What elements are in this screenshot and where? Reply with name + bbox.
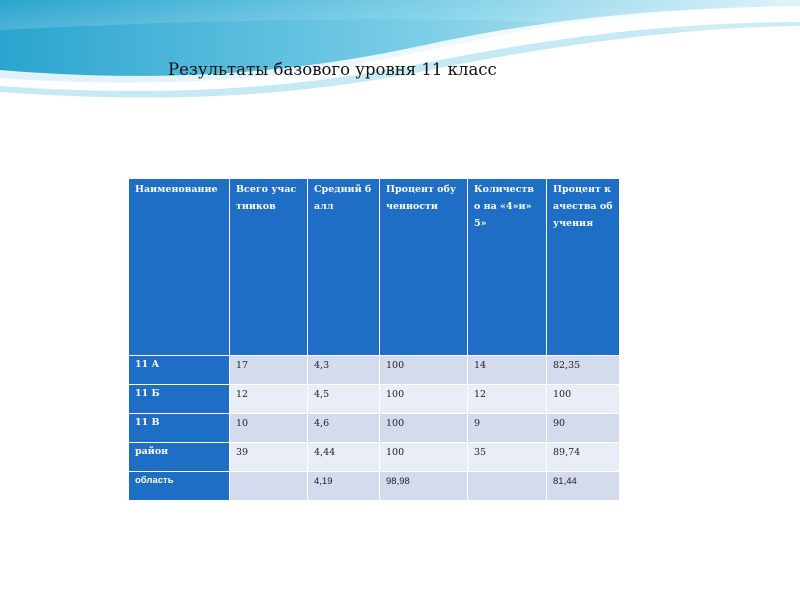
table-cell: 9 bbox=[468, 414, 547, 443]
row-label: 11 Б bbox=[129, 385, 230, 414]
table-cell: 100 bbox=[380, 443, 468, 472]
column-header-name: Наименование bbox=[129, 179, 230, 356]
column-header-participants: Всего участников bbox=[230, 179, 308, 356]
table-cell: 4,3 bbox=[308, 356, 380, 385]
results-table bbox=[128, 178, 620, 501]
table-cell: 35 bbox=[468, 443, 547, 472]
table-cell: 81,44 bbox=[547, 472, 620, 501]
table-cell bbox=[230, 472, 308, 501]
row-label: 11 А bbox=[129, 356, 230, 385]
table-cell: 90 bbox=[547, 414, 620, 443]
table-cell: 39 bbox=[230, 443, 308, 472]
column-header-quality-rate: Процент качества обучения bbox=[547, 179, 620, 356]
table-cell: 98,98 bbox=[380, 472, 468, 501]
column-header-count-4-5: Количество на «4»и» 5» bbox=[468, 179, 547, 356]
table-row bbox=[129, 472, 620, 501]
table-cell: 100 bbox=[380, 385, 468, 414]
table-cell: 4,19 bbox=[308, 472, 380, 501]
table-row bbox=[129, 443, 620, 472]
table-row bbox=[129, 414, 620, 443]
table-cell: 82,35 bbox=[547, 356, 620, 385]
table-cell: 12 bbox=[230, 385, 308, 414]
row-label: область bbox=[129, 472, 230, 501]
table-cell: 4,6 bbox=[308, 414, 380, 443]
table-cell: 100 bbox=[380, 414, 468, 443]
table-cell: 14 bbox=[468, 356, 547, 385]
slide-title: Результаты базового уровня 11 класс bbox=[168, 60, 497, 79]
table-cell: 100 bbox=[380, 356, 468, 385]
table-row bbox=[129, 356, 620, 385]
table-cell: 4,44 bbox=[308, 443, 380, 472]
table-cell: 100 bbox=[547, 385, 620, 414]
table-cell: 17 bbox=[230, 356, 308, 385]
row-label: 11 В bbox=[129, 414, 230, 443]
table-cell: 4,5 bbox=[308, 385, 380, 414]
table-cell bbox=[468, 472, 547, 501]
column-header-average-score: Средний балл bbox=[308, 179, 380, 356]
table-header-row bbox=[129, 179, 620, 356]
table-row bbox=[129, 385, 620, 414]
column-header-pass-rate: Процент обученности bbox=[380, 179, 468, 356]
table-cell: 12 bbox=[468, 385, 547, 414]
table-cell: 89,74 bbox=[547, 443, 620, 472]
row-label: район bbox=[129, 443, 230, 472]
table-cell: 10 bbox=[230, 414, 308, 443]
decorative-wave-banner bbox=[0, 0, 800, 110]
